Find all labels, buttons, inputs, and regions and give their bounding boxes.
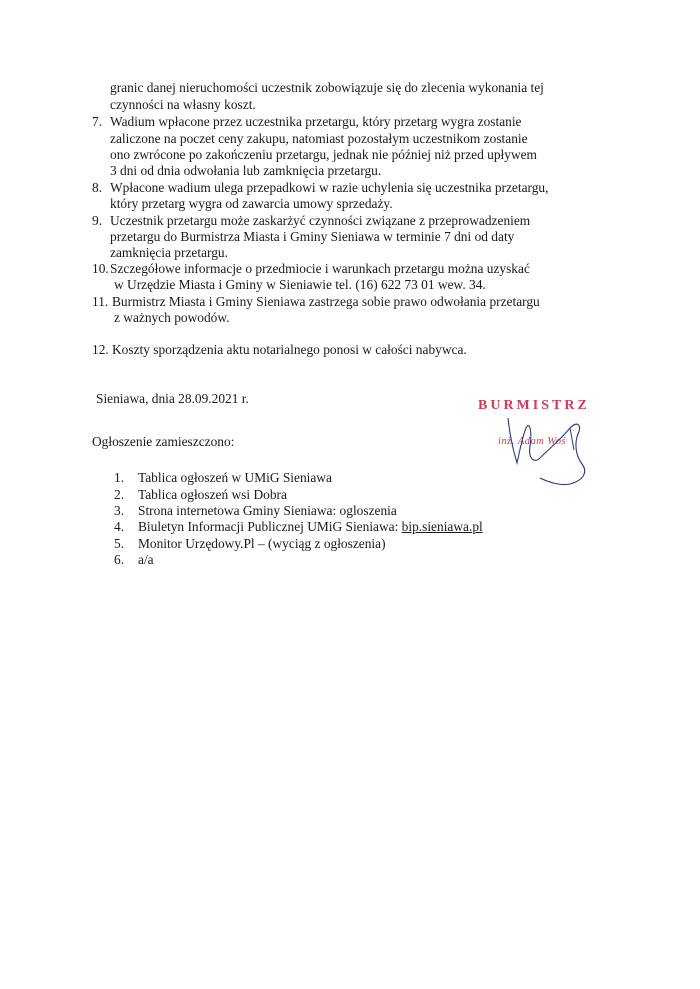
mayor-name: inż. Adam Woś [498,436,567,447]
list-item-4 [138,518,483,535]
paragraph-11-line-1: Burmistrz Miasta i Gminy Sieniawa zastrzega sobie prawo odwołania przetargu [112,294,540,309]
bip-link[interactable]: bip.sieniawa.pl [401,519,483,534]
item-number-10: 10. [92,261,109,276]
list-item-number: 1. [114,470,125,485]
paragraph-8-line-1: Wpłacone wadium ulega przepadkowi w razie uchylenia się uczestnika przetargu, [110,180,549,195]
list-item-number: 2. [114,487,125,502]
paragraph-7-line-1: Wadium wpłacone przez uczestnika przetargu, który przetarg wygra zostanie [110,114,522,129]
mayor-stamp: BURMISTRZ [478,398,590,413]
paragraph-11-line-2: z ważnych powodów. [114,310,230,325]
list-item-text: Tablica ogłoszeń w UMiG Sieniawa [138,470,332,485]
announcement-heading: Ogłoszenie zamieszczono: [92,434,235,449]
list-item-text: a/a [138,552,154,567]
paragraph-7-line-3: ono zwrócone po zakończeniu przetargu, jednak nie później niż przed upływem [110,147,537,162]
paragraph-8-line-2: który przetarg wygra od zawarcia umowy sprzedaży. [110,196,393,211]
list-item-text: Strona internetowa Gminy Sieniawa: ogloszenia [138,503,397,518]
paragraph-9-line-1: Uczestnik przetargu może zaskarżyć czynności związane z przeprowadzeniem [110,213,531,228]
list-item-text: Biuletyn Informacji Publicznej UMiG Sieniawa: [138,519,402,534]
list-item-number: 3. [114,503,125,518]
list-item-number: 5. [114,536,125,551]
paragraph-10-line-1: Szczegółowe informacje o przedmiocie i warunkach przetargu można uzyskać [110,261,530,276]
handwritten-signature [470,398,610,493]
paragraph-cont-line-1: granic danej nieruchomości uczestnik zobowiązuje się do zlecenia wykonania tej [110,80,544,95]
paragraph-7-line-2: zaliczone na poczet ceny zakupu, natomiast pozostałym uczestnikom zostanie [110,131,528,146]
list-item-number: 4. [114,519,125,534]
paragraph-7-line-4: 3 dni od dnia odwołania lub zamknięcia przetargu. [110,163,382,178]
list-item-text: Tablica ogłoszeń wsi Dobra [138,487,287,502]
item-number-12: 12. [92,342,109,357]
item-number-11: 11. [92,294,109,309]
item-number-7: 7. [92,114,103,129]
paragraph-9-line-2: przetargu do Burmistrza Miasta i Gminy Sieniawa w terminie 7 dni od daty [110,229,515,244]
place-date: Sieniawa, dnia 28.09.2021 r. [96,391,249,406]
item-number-9: 9. [92,213,103,228]
list-item-text: Monitor Urzędowy.Pl – (wyciąg z ogłoszenia) [138,536,386,551]
paragraph-cont-line-2: czynności na własny koszt. [110,97,256,112]
paragraph-12-line-1: Koszty sporządzenia aktu notarialnego ponosi w całości nabywca. [112,342,467,357]
item-number-8: 8. [92,180,103,195]
paragraph-9-line-3: zamknięcia przetargu. [110,245,228,260]
paragraph-10-line-2: w Urzędzie Miasta i Gminy w Sieniawie tel. (16) 622 73 01 wew. 34. [114,277,486,292]
list-item-number: 6. [114,552,125,567]
